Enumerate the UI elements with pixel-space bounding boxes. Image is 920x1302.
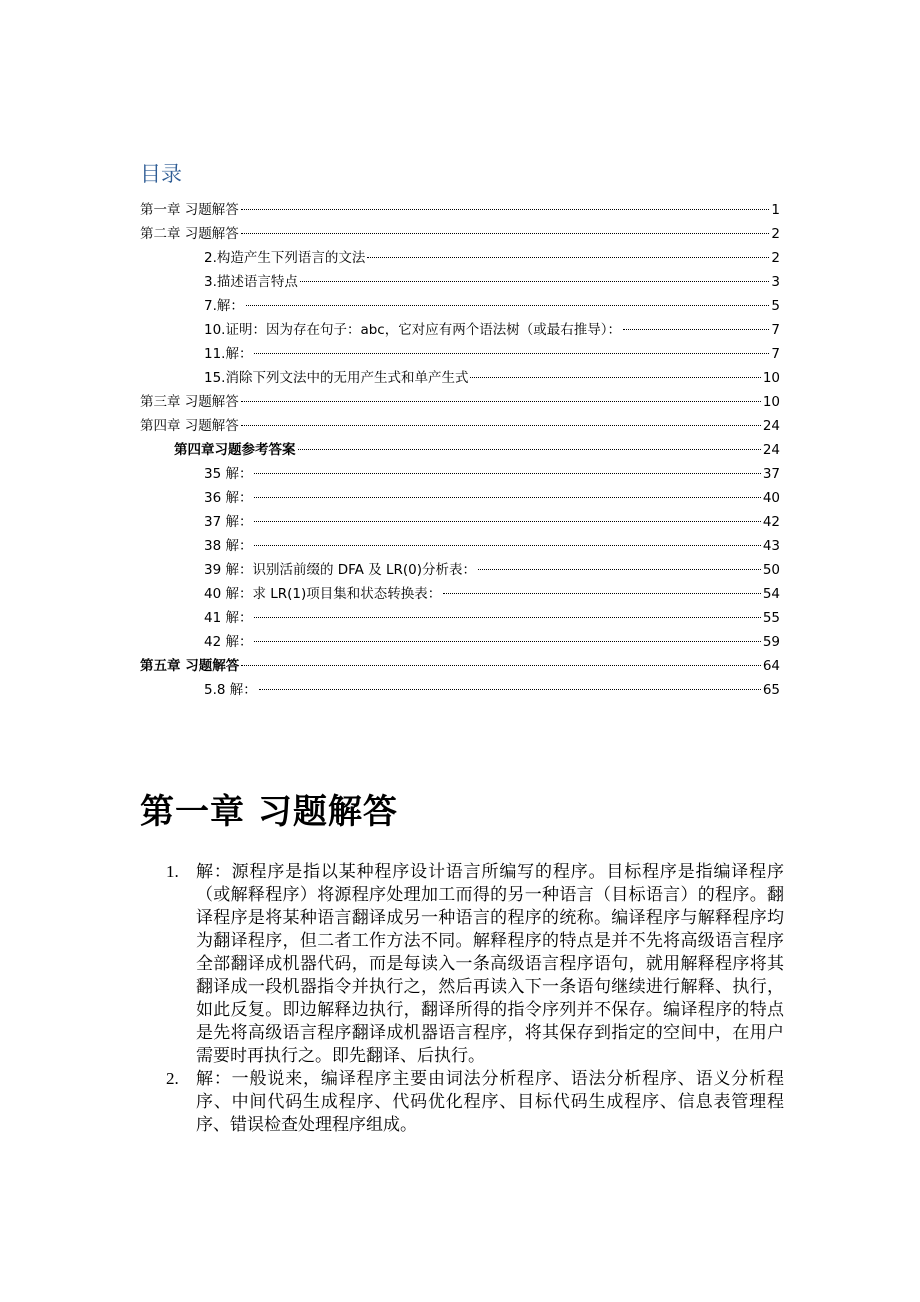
toc-dot-leader [254,353,769,354]
toc-page-number: 7 [771,346,780,362]
toc-entry[interactable] [140,534,780,558]
toc-entry[interactable] [140,294,780,318]
answer-text: 解：一般说来，编译程序主要由词法分析程序、语法分析程序、语义分析程序、中间代码生成程序、代码优化程序、目标代码生成程序、信息表管理程序、错误检查处理程序组成。 [196,1069,784,1134]
toc-entry[interactable] [140,462,780,486]
toc-entry[interactable] [140,318,780,342]
toc-dot-leader [241,233,770,234]
toc-page-number: 59 [762,634,780,650]
answer-item [160,1067,784,1136]
toc-entry[interactable] [140,438,780,462]
toc-entry-text: 42 解： [204,634,253,650]
toc-dot-leader [254,641,760,642]
toc-dot-leader [259,689,761,690]
toc-title: 目录 [140,162,182,186]
toc-page-number: 40 [762,490,780,506]
toc-entry[interactable] [140,342,780,366]
toc-entry[interactable] [140,606,780,630]
toc-entry[interactable] [140,414,780,438]
toc-entry[interactable] [140,558,780,582]
toc-entry[interactable] [140,222,780,246]
toc-entry-text: 39 解：识别活前缀的 DFA 及 LR(0)分析表： [204,562,477,578]
toc-entry[interactable] [140,654,780,678]
answer-list [160,860,784,1136]
toc-entry-text: 36 解： [204,490,253,506]
toc-dot-leader [241,425,761,426]
toc-entry-text: 11.解： [204,346,253,362]
toc-entry-text: 2.构造产生下列语言的文法 [204,250,366,266]
toc-entry[interactable] [140,582,780,606]
toc-entry-text: 第五章 习题解答 [140,658,240,674]
toc-page-number: 65 [762,682,780,698]
toc-entry-text: 40 解：求 LR(1)项目集和状态转换表： [204,586,442,602]
toc-dot-leader [254,497,760,498]
toc-dot-leader [254,617,760,618]
toc-page-number: 24 [762,418,780,434]
table-of-contents [140,198,780,702]
toc-entry-text: 41 解： [204,610,253,626]
toc-page-number: 64 [762,658,780,674]
toc-entry[interactable] [140,198,780,222]
toc-entry[interactable] [140,270,780,294]
toc-entry-text: 3.描述语言特点 [204,274,298,290]
toc-dot-leader [470,377,760,378]
toc-entry-text: 7.解： [204,298,244,314]
toc-page-number: 42 [762,514,780,530]
toc-dot-leader [478,569,761,570]
toc-dot-leader [623,329,769,330]
toc-entry-text: 37 解： [204,514,253,530]
toc-entry-text: 38 解： [204,538,253,554]
answer-item [160,860,784,1067]
answer-number: 2. [166,1069,179,1088]
toc-dot-leader [241,401,761,402]
toc-page-number: 5 [771,298,780,314]
toc-entry-text: 第一章 习题解答 [140,202,239,218]
toc-dot-leader [246,305,770,306]
toc-entry-text: 15.消除下列文法中的无用产生式和单产生式 [204,370,469,386]
toc-page-number: 10 [762,370,780,386]
toc-dot-leader [254,521,760,522]
toc-dot-leader [300,281,770,282]
toc-entry-text: 第三章 习题解答 [140,394,239,410]
toc-page-number: 2 [771,226,780,242]
toc-page-number: 2 [771,250,780,266]
toc-dot-leader [254,545,760,546]
toc-entry[interactable] [140,510,780,534]
toc-entry-text: 第四章习题参考答案 [174,442,296,458]
toc-dot-leader [241,665,761,666]
chapter-heading: 第一章 习题解答 [140,792,398,832]
toc-dot-leader [443,593,761,594]
toc-page-number: 10 [762,394,780,410]
toc-page-number: 1 [771,202,780,218]
toc-page-number: 3 [771,274,780,290]
toc-entry-text: 35 解： [204,466,253,482]
toc-entry[interactable] [140,390,780,414]
toc-entry[interactable] [140,678,780,702]
toc-entry[interactable] [140,366,780,390]
toc-entry-text: 第二章 习题解答 [140,226,239,242]
answer-number: 1. [166,862,179,881]
toc-entry[interactable] [140,246,780,270]
toc-page-number: 55 [762,610,780,626]
toc-dot-leader [367,257,769,258]
toc-page-number: 43 [762,538,780,554]
toc-dot-leader [254,473,760,474]
toc-page-number: 54 [762,586,780,602]
toc-entry-text: 5.8 解： [204,682,257,698]
toc-page-number: 37 [762,466,780,482]
toc-page-number: 7 [771,322,780,338]
toc-page-number: 50 [762,562,780,578]
toc-dot-leader [298,449,761,450]
toc-entry-text: 10.证明：因为存在句子：abc，它对应有两个语法树（或最右推导）： [204,322,621,338]
toc-page-number: 24 [762,442,780,458]
toc-entry-text: 第四章 习题解答 [140,418,239,434]
toc-dot-leader [241,209,770,210]
toc-entry[interactable] [140,486,780,510]
toc-entry[interactable] [140,630,780,654]
answer-text: 解：源程序是指以某种程序设计语言所编写的程序。目标程序是指编译程序（或解释程序）将源程序处理加工而得的另一种语言（目标语言）的程序。翻译程序是将某种语言翻译成另一种语言的程序的统称。编译程序与解释程序均为翻译程序，但二者工作方法不同。解释程序的特点是并不先将高级语言程序全部翻译成机器代码，而是每读入一条高级语言程序语句，就用解释程序将其翻译成一段机器指令并执行之，然后再读入下一条语句继续进行解释、执行，如此反复。即边解释边执行，翻译所得的指令序列并不保存。编译程序的特点是先将高级语言程序翻译成机器语言程序，将其保存到指定的空间中，在用户需要时再执行之。即先翻译、后执行。 [196,862,784,1065]
